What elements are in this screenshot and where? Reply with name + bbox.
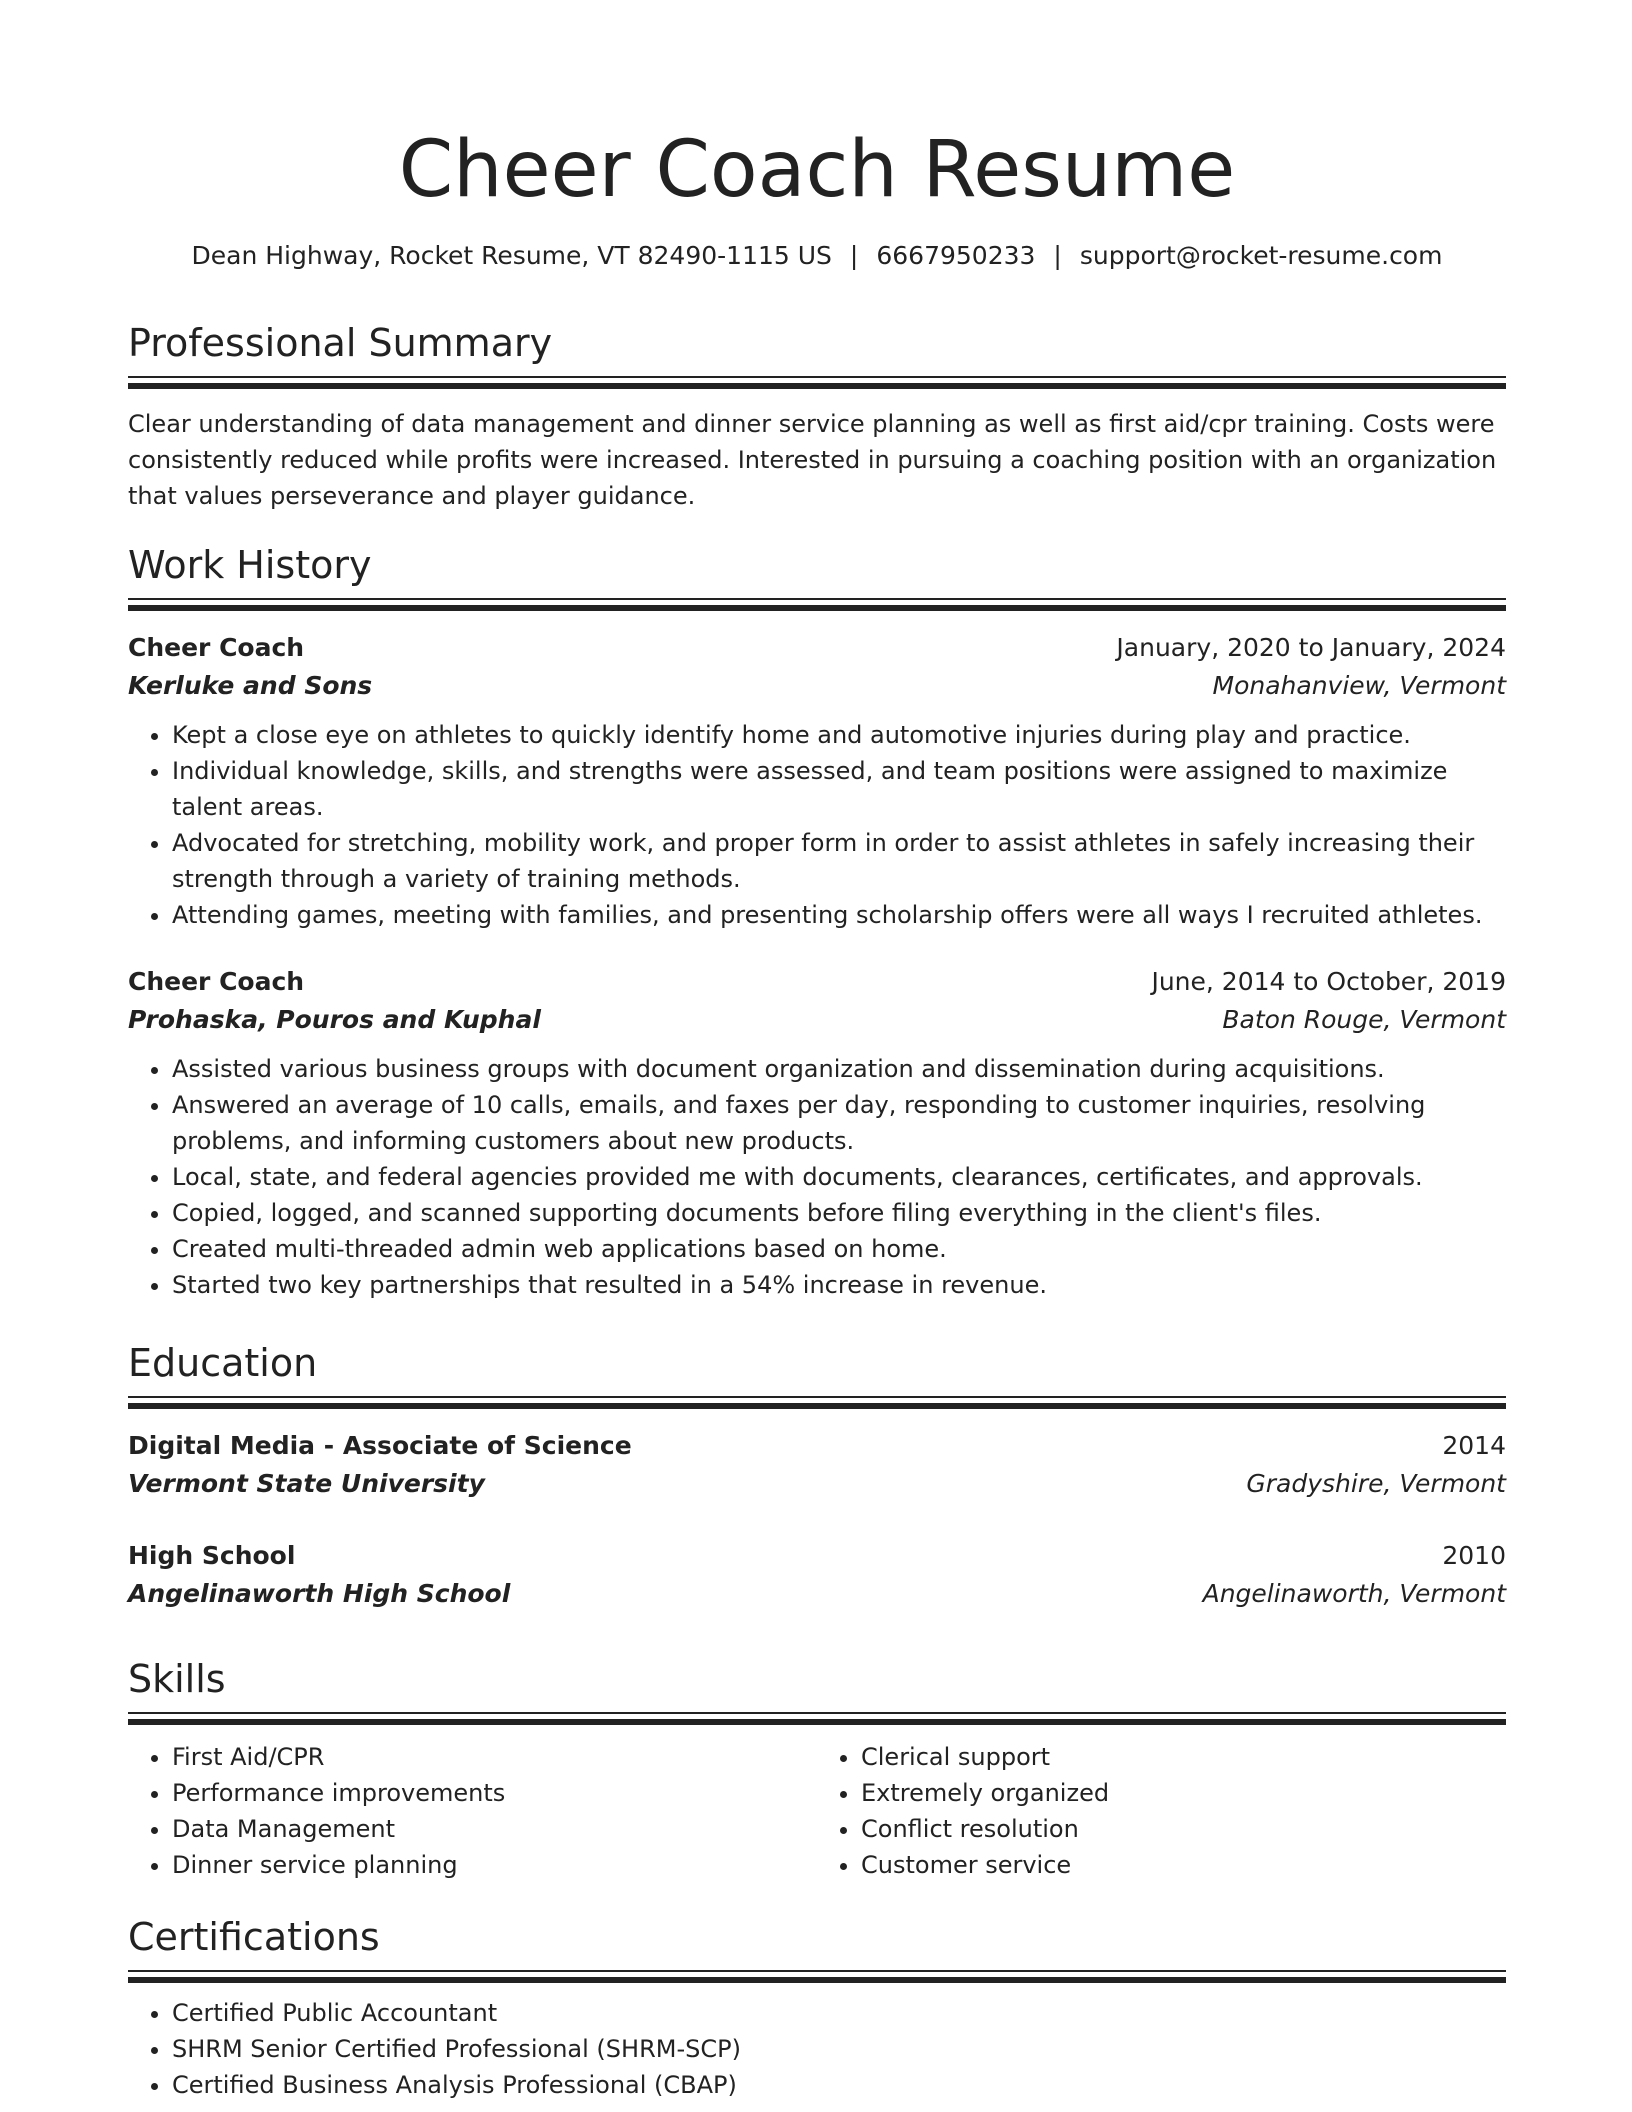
summary-text: Clear understanding of data management and dinner service planning as well as first aid/cpr training. Costs were consistently reduced while profits were increased. Interested in pursuing a coaching position with an organization that values perseverance and player guidance. [128,410,1497,510]
section-heading: Certifications [128,1915,380,1959]
section-rule-thick [128,1403,1506,1409]
skill-item: • Performance improvements [172,1775,817,1811]
list-item: • Individual knowledge, skills, and strengths were assessed, and team positions were assigned to maximize talent areas. [172,753,1506,825]
certification-item: • Certified Public Accountant [172,1995,1506,2031]
education-year: 2010 [1442,1541,1506,1570]
skill-item: • Clerical support [861,1739,1506,1775]
contact-email: support@rocket-resume.com [1079,241,1443,270]
skill-item: • Data Management [172,1811,817,1847]
list-item: • Created multi-threaded admin web applications based on home. [172,1231,1506,1267]
education-school: Angelinaworth High School [128,1579,511,1608]
education-entry [128,1537,1506,1613]
job-dates: January, 2020 to January, 2024 [1116,633,1506,662]
section-rule-thick [128,383,1506,389]
section-rule-thick [128,1719,1506,1725]
job-location: Baton Rouge, Vermont [1222,1005,1506,1034]
skills-list-left [128,1739,817,1883]
work-section [128,540,1506,1303]
job-entry [128,963,1506,1303]
section-heading: Professional Summary [128,321,553,365]
skill-item: • Dinner service planning [172,1847,817,1883]
job-location: Monahanview, Vermont [1212,671,1506,700]
education-location: Angelinaworth, Vermont [1202,1579,1506,1608]
education-degree: Digital Media - Associate of Science [128,1431,632,1460]
skill-item: • Extremely organized [861,1775,1506,1811]
job-bullets [128,1051,1506,1303]
list-item: • Advocated for stretching, mobility work, and proper form in order to assist athletes in safely increasing their strength through a variety of training methods. [172,825,1506,897]
list-item: • Copied, logged, and scanned supporting documents before filing everything in the client's files. [172,1195,1506,1231]
job-company: Kerluke and Sons [128,671,373,700]
section-rule-thick [128,1977,1506,1983]
list-item: • Local, state, and federal agencies provided me with documents, clearances, certificates, and approvals. [172,1159,1506,1195]
list-item: • Answered an average of 10 calls, emails, and faxes per day, responding to customer inquiries, resolving problems, and informing customers about new products. [172,1087,1506,1159]
job-subheader [128,1001,1506,1039]
section-heading: Skills [128,1657,226,1701]
job-entry [128,629,1506,933]
certification-item: • SHRM Senior Certified Professional (SHRM-SCP) [172,2031,1506,2067]
list-item: • Attending games, meeting with families, and presenting scholarship offers were all ways I recruited athletes. [172,897,1506,933]
skills-columns [128,1739,1506,1883]
section-rule-thick [128,605,1506,611]
job-header [128,629,1506,667]
education-degree: High School [128,1541,296,1570]
job-title: Cheer Coach [128,633,305,662]
certifications-list [128,1995,1506,2103]
skill-item: • Conflict resolution [861,1811,1506,1847]
education-subheader [128,1575,1506,1613]
education-header [128,1537,1506,1575]
skills-list-right [817,1739,1506,1883]
list-item: • Started two key partnerships that resulted in a 54% increase in revenue. [172,1267,1506,1303]
job-title: Cheer Coach [128,967,305,996]
job-subheader [128,667,1506,705]
section-rule [128,1970,1506,1972]
education-section [128,1338,1506,1613]
section-heading: Education [128,1341,318,1385]
contact-separator: | [1053,241,1062,270]
skill-item: • Customer service [861,1847,1506,1883]
list-item: • Kept a close eye on athletes to quickly identify home and automotive injuries during play and practice. [172,717,1506,753]
education-location: Gradyshire, Vermont [1246,1469,1506,1498]
contact-separator: | [849,241,859,270]
section-rule [128,376,1506,378]
resume-title: Cheer Coach Resume [398,125,1236,215]
education-subheader [128,1465,1506,1503]
summary-section [128,318,1506,514]
section-heading: Work History [128,543,372,587]
education-entry [128,1427,1506,1503]
section-rule [128,1712,1506,1714]
education-school: Vermont State University [128,1469,485,1498]
skill-item: • First Aid/CPR [172,1739,817,1775]
job-header [128,963,1506,1001]
list-item: • Assisted various business groups with document organization and dissemination during acquisitions. [172,1051,1506,1087]
certifications-section [128,1912,1506,2103]
section-rule [128,1396,1506,1398]
certification-item: • Certified Business Analysis Professional (CBAP) [172,2067,1506,2103]
section-rule [128,598,1506,600]
education-header [128,1427,1506,1465]
job-company: Prohaska, Pouros and Kuphal [128,1005,541,1034]
job-bullets [128,717,1506,933]
contact-address: Dean Highway, Rocket Resume, VT 82490-1115 US [191,241,832,270]
education-year: 2014 [1442,1431,1506,1460]
contact-line [128,238,1506,274]
contact-phone: 6667950233 [876,241,1036,270]
job-dates: June, 2014 to October, 2019 [1151,967,1506,996]
skills-section [128,1654,1506,1883]
